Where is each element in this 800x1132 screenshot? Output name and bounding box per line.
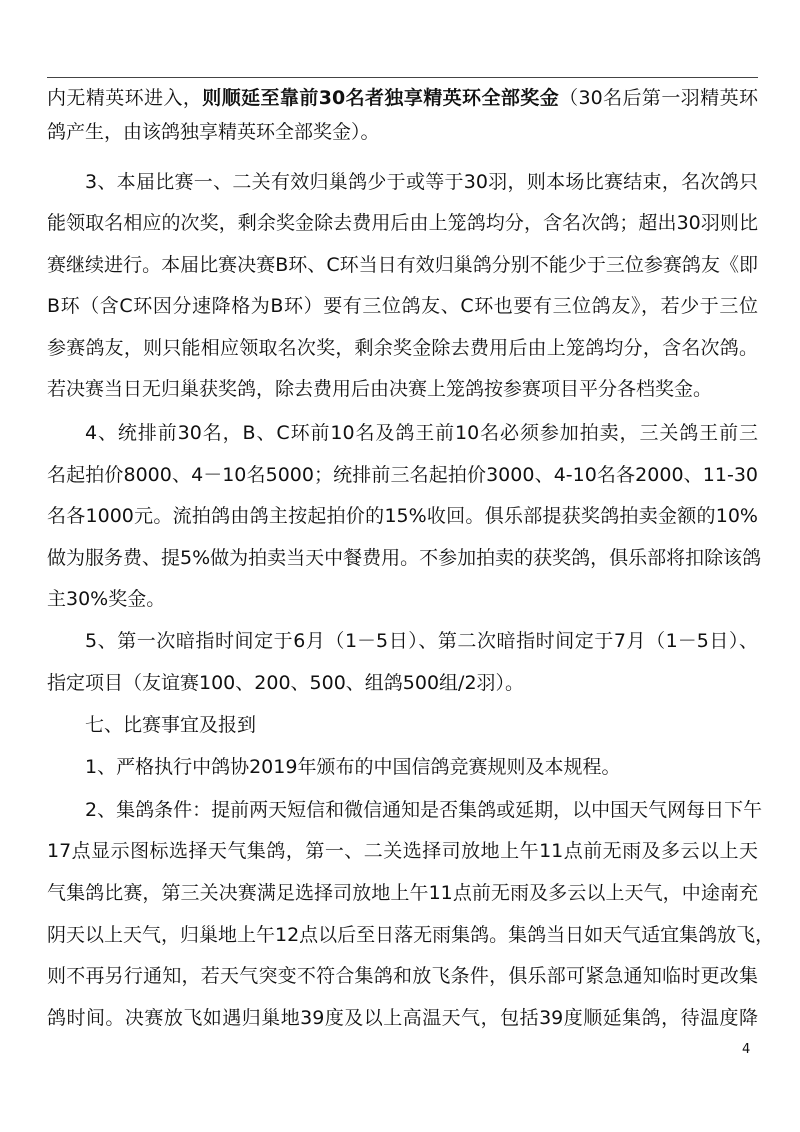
text-line: 1、严格执行中鸽协2019年颁布的中国信鸽竞赛规则及本规程。 [85, 756, 621, 778]
text-segment: （30名后第一羽精英环 [559, 87, 758, 109]
text-line: 17点显示图标选择天气集鸽，第一、二关选择司放地上午11点前无雨及多云以上天 [47, 840, 758, 862]
text-line: 4、统排前30名，B、C环前10名及鸽王前10名必须参加拍卖，三关鸽王前三 [85, 422, 758, 444]
text-line [47, 86, 758, 110]
text-line: 能领取名相应的次奖，剩余奖金除去费用后由上笼鸽均分，含名次鸽；超出30羽则比 [47, 212, 758, 234]
text-line: 参赛鸽友，则只能相应领取名次奖，剩余奖金除去费用后由上笼鸽均分，含名次鸽。 [47, 337, 758, 359]
text-line: 指定项目（友谊赛100、200、500、组鸽500组/2羽）。 [47, 672, 525, 694]
text-line: 做为服务费、提5%做为拍卖当天中餐费用。不参加拍卖的获奖鸽，俱乐部将扣除该鸽 [47, 547, 762, 569]
header-rule [47, 77, 758, 78]
text-line: 2、集鸽条件：提前两天短信和微信通知是否集鸽或延期，以中国天气网每日下午 [85, 799, 763, 821]
text-segment: 内无精英环进入， [47, 87, 203, 109]
text-line: 鸽产生，由该鸽独享精英环全部奖金）。 [47, 121, 380, 143]
text-line: 若决赛当日无归巢获奖鸽，除去费用后由决赛上笼鸽按参赛项目平分各档奖金。 [47, 378, 713, 400]
text-line: 主30%奖金。 [47, 588, 166, 610]
text-line: 鸽时间。决赛放飞如遇归巢地39度及以上高温天气，包括39度顺延集鸽，待温度降 [47, 1007, 758, 1029]
text-line: 3、本届比赛一、二关有效归巢鸽少于或等于30羽，则本场比赛结束，名次鸽只 [85, 171, 758, 193]
text-line: 名起拍价8000、4－10名5000；统排前三名起拍价3000、4-10名各2000、11-30 [47, 464, 758, 486]
text-line: 气集鸽比赛，第三关决赛满足选择司放地上午11点前无雨及多云以上天气，中途南充 [47, 882, 758, 904]
text-line: 赛继续进行。本届比赛决赛B环、C环当日有效归巢鸽分别不能少于三位参赛鸽友《即 [47, 254, 758, 276]
text-line: 则不再另行通知，若天气突变不符合集鸽和放飞条件，俱乐部可紧急通知临时更改集 [47, 965, 758, 987]
text-line: 阴天以上天气，归巢地上午12点以后至日落无雨集鸽。集鸽当日如天气适宜集鸽放飞， [47, 924, 775, 946]
section-heading: 七、比赛事宜及报到 [85, 714, 257, 736]
text-line: B环（含C环因分速降格为B环）要有三位鸽友、C环也要有三位鸽友》，若少于三位 [47, 295, 758, 317]
page-number: 4 [742, 1042, 751, 1057]
text-line: 名各1000元。流拍鸽由鸽主按起拍价的15%收回。俱乐部提获奖鸽拍卖金额的10% [47, 505, 758, 527]
bold-text-segment: 则顺延至靠前30名者独享精英环全部奖金 [202, 87, 560, 109]
text-line: 5、第一次暗指时间定于6月（1－5日）、第二次暗指时间定于7月（1－5日）、 [85, 630, 758, 652]
